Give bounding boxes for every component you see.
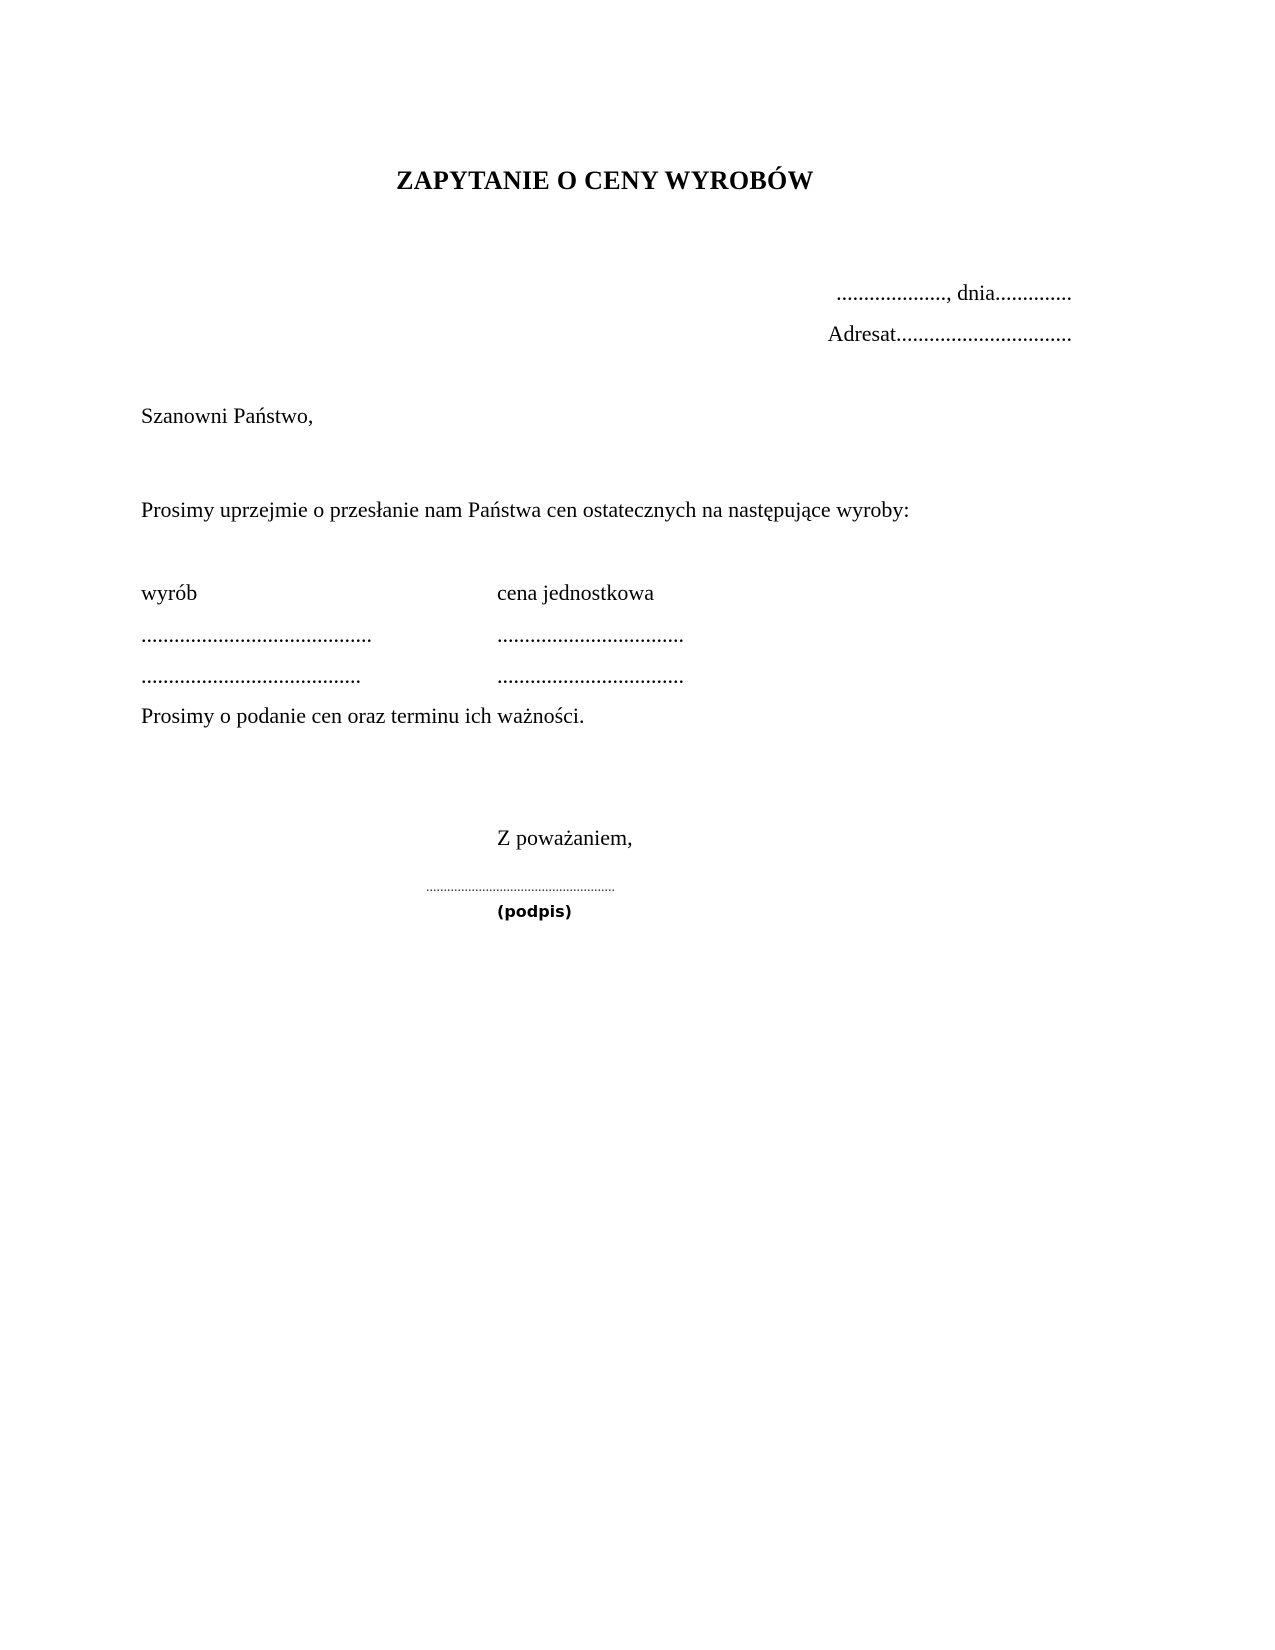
place-date-line: ...................., dnia.............. [836, 280, 1072, 305]
product-field-2: ........................................ [141, 663, 361, 688]
request-paragraph: Prosimy uprzejmie o przesłanie nam Państwa cen ostatecznych na następujące wyroby: [141, 497, 910, 522]
document-title: ZAPYTANIE O CENY WYROBÓW [396, 166, 814, 195]
salutation: Szanowni Państwo, [141, 403, 314, 428]
validity-paragraph: Prosimy o podanie cen oraz terminu ich ważności. [141, 703, 585, 728]
price-field-1: .................................. [497, 622, 684, 647]
column-header-product: wyrób [141, 580, 198, 605]
column-header-unit-price: cena jednostkowa [497, 580, 654, 605]
addressee-line: Adresat................................ [827, 321, 1072, 346]
product-field-1: .......................................... [141, 622, 372, 647]
closing-phrase: Z poważaniem, [497, 825, 633, 850]
signature-caption: (podpis) [497, 902, 572, 921]
signature-line: ...................................................... [426, 880, 615, 895]
price-field-2: .................................. [497, 663, 684, 688]
